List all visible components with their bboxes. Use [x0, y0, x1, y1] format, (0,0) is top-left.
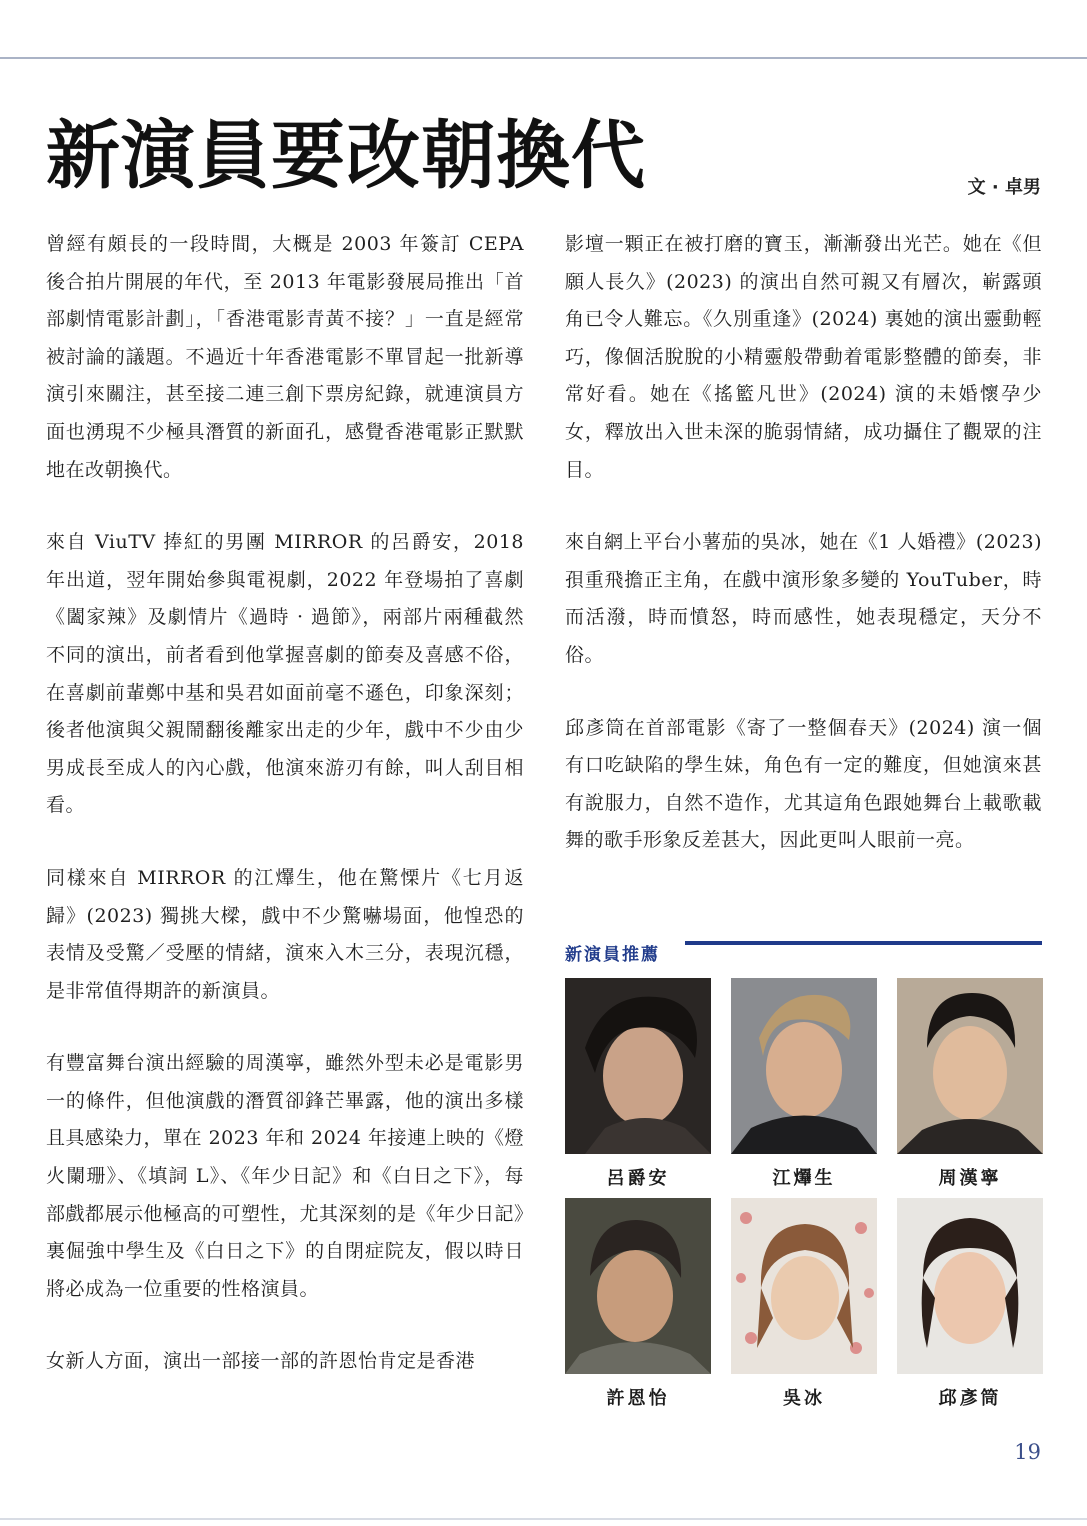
paragraph: 來自網上平台小薯茄的吳冰，她在《1 人婚禮》(2023) 孭重飛擔正主角，在戲中演形象多變的 YouTuber，時而活潑，時而憤怒，時而感性，她表現穩定，天分不俗。 — [565, 531, 1042, 666]
paragraph: 有豐富舞台演出經驗的周漢寧，雖然外型未必是電影男一的條件，但他演戲的潛質卻鋒芒畢露，他的演出多樣且具感染力，單在 2023 年和 2024 年接連上映的《燈火闌珊》、《填詞 L》、《年少日記》和《白日之下》，每部戲都展示他極高的可塑性，尤其深刻的是《年少日記》裏倔強中學生及《白日之下》的自閉症院友，假以時日將必成為一位重要的性格演員。 — [46, 1052, 525, 1300]
page-number: 19 — [1014, 1440, 1041, 1464]
actor-name: 江𤒹生 — [772, 1168, 836, 1189]
paragraph: 女新人方面，演出一部接一部的許恩怡肯定是香港 — [46, 1350, 476, 1373]
actor-photo — [897, 1198, 1043, 1374]
actor-name: 許恩怡 — [606, 1388, 670, 1409]
paragraph: 影壇一顆正在被打磨的寶玉，漸漸發出光芒。她在《但願人長久》(2023) 的演出自然可親又有層次，嶄露頭角已令人難忘。《久別重逢》(2024) 裏她的演出靈動輕巧，像個活脫脫的小精靈般帶動着電影整體的節奏，非常好看。她在《搖籃凡世》(2024) 演的未婚懷孕少女，釋放出入世未深的脆弱情緒，成功攝住了觀眾的注目。 — [565, 233, 1042, 481]
actor-photo — [565, 1198, 711, 1374]
recommendations-accent-line — [685, 941, 1042, 945]
left-column — [46, 226, 524, 1416]
actor-photo — [731, 978, 877, 1154]
recommendations-header — [565, 936, 1042, 966]
actor-photo — [731, 1198, 877, 1374]
paragraph: 來自 ViuTV 捧紅的男團 MIRROR 的呂爵安，2018 年出道，翌年開始參與電視劇，2022 年登場拍了喜劇《闔家辣》及劇情片《過時 · 過節》，兩部片兩種截然不同的演出，前者看到他掌握喜劇的節奏及喜感不俗，在喜劇前輩鄭中基和吳君如面前毫不遜色，印象深刻；後者他演與父親鬧翻後離家出走的少年，戲中不少由少男成長至成人的內心戲，他演來游刃有餘，叫人刮目相看。 — [46, 531, 524, 817]
article-title: 新演員要改朝換代 — [46, 113, 646, 199]
bottom-rule — [0, 1518, 1087, 1520]
actor-name: 呂爵安 — [606, 1168, 670, 1189]
byline: 文 · 卓男 — [967, 177, 1041, 198]
recommendations-label: 新演員推薦 — [565, 945, 660, 965]
top-rule — [0, 57, 1087, 59]
paragraph: 同樣來自 MIRROR 的江𤒹生，他在驚慄片《七月返歸》(2023) 獨挑大樑，戲中不少驚嚇場面，他惶恐的表情及受驚／受壓的情緒，演來入木三分，表現沉穩，是非常值得期許的新演員。 — [46, 866, 524, 1002]
actor-name: 吳冰 — [783, 1388, 825, 1409]
actor-photo — [565, 978, 711, 1154]
actor-name: 邱彥筒 — [938, 1388, 1002, 1409]
actor-photo — [897, 978, 1043, 1154]
paragraph: 曾經有頗長的一段時間，大概是 2003 年簽訂 CEPA 後合拍片開展的年代，至 2013 年電影發展局推出「首部劇情電影計劃」，「香港電影青黃不接？」一直是經常被討論的議題。不過近十年香港電影不單冒起一批新導演引來關注，甚至接二連三創下票房紀錄，就連演員方面也湧現不少極具潛質的新面孔，感覺香港電影正默默地在改朝換代。 — [46, 233, 524, 481]
paragraph: 邱彥筒在首部電影《寄了一整個春天》(2024) 演一個有口吃缺陷的學生妹，角色有一定的難度，但她演來甚有說服力，自然不造作，尤其這角色跟她舞台上載歌載舞的歌手形象反差甚大，因此更叫人眼前一亮。 — [565, 716, 1042, 852]
actor-name: 周漢寧 — [938, 1168, 1002, 1189]
right-column — [565, 226, 1042, 895]
